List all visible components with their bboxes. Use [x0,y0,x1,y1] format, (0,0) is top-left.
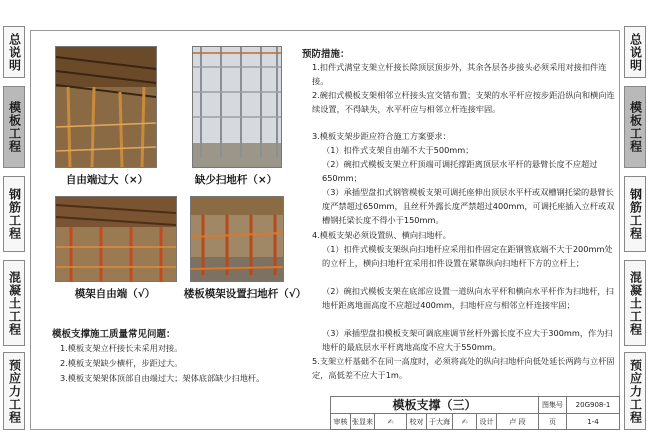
measure-item: （2）碗扣式模板支架立杆顶端可调托撑距离顶层水平杆的悬臂长度不应超过650mm； [322,159,598,184]
measures-title: 预防措施： [302,49,350,60]
side-tab-label: 预应力工程 [7,358,22,424]
photo-free-end-correct [55,196,177,282]
page-number: 1-4 [587,418,599,426]
title-block [330,396,620,430]
side-tab-rebar[interactable] [3,176,25,252]
measure-item: （1）扣件式模板支架纵向扫地杆应采用扣件固定在距钢管底端不大于200mm处的立杆上，横向扫地杆宜采用扣件设置在紧靠纵向扫地杆下方的立杆上； [322,244,613,269]
measure-item: 1.扣件式满堂支架立杆接长除顶层顶步外，其余各层各步接头必须采用对接扣件连接。 [312,62,607,87]
side-tab-label: 钢筋工程 [7,188,22,240]
photo-caption: 缺少扫地杆（×） [194,174,278,186]
photo-caption: 模架自由端（√） [74,288,156,300]
photo-missing-sweeping-rod [192,46,282,168]
scaffold-photo-image [56,197,176,281]
measure-item: （3）承插型盘扣模板支架可调底座调节丝杆外露长度不应大于300mm，作为扫地杆的最底层水平杆离地高度不应大于550mm。 [322,328,613,353]
drawing-title: 模板支撑（三） [331,397,539,414]
quality-title: 模板支撑施工质量常见问题： [52,329,176,340]
side-tab-label: 混凝土工程 [7,270,22,336]
scaffold-photo-image [56,47,156,167]
side-tab-label: 模板工程 [7,101,22,153]
measure-item: 2.碗扣式模板支架相邻立杆接头宜交错布置；支架的水平杆应按步距沿纵向和横向连续设置，不得缺失，水平杆应与相邻立杆连接牢固。 [312,90,615,115]
side-tab-general[interactable] [624,26,646,78]
check-label: 校对 [407,414,427,430]
measure-item: 3.模板支架步距应符合施工方案要求： [312,131,451,141]
scaffold-photo-image [191,197,283,281]
reviewer-signature: ✍ [375,414,407,430]
quality-item: 2.模板支架缺少横杆，步距过大。 [60,358,183,368]
photo-sweeping-rod-set [190,196,284,282]
side-tab-formwork[interactable] [624,86,646,168]
side-tab-label: 总说明 [628,32,643,72]
reviewer-name: 张显来 [351,414,375,430]
scaffold-photo-image [193,47,281,167]
measure-item: （3）承插型盘扣式钢管模板支架可调托座伸出顶层水平杆或双槽钢托梁的悬臂长度严禁超过650mm，且丝杆外露长度严禁超过400mm，可调托座插入立杆或双槽钢托梁长度不得小于150mm。 [322,187,615,226]
atlas-label: 图集号 [539,397,567,414]
side-tab-prestress[interactable] [624,352,646,430]
measure-item: （2）碗扣式模板支架在底部应设置一道纵向水平杆和横向水平杆作为扫地杆，扫地杆距离地面高度不应超过400mm，扫地杆应与相邻立杆连接牢固； [322,286,614,311]
measure-item: （1）扣件式支架自由端不大于500mm； [322,145,474,155]
side-tab-rebar[interactable] [624,176,646,252]
side-tab-general[interactable] [3,26,25,78]
side-tab-label: 预应力工程 [628,358,643,424]
quality-item: 1.模板支架立杆接长未采用对接。 [60,343,183,353]
design-label: 设计 [477,414,497,430]
page-label: 页 [539,414,567,430]
measure-item: 4.模板支架必须设置纵、横向扫地杆。 [312,230,451,240]
photo-caption: 自由端过大（×） [65,174,149,186]
side-tab-prestress[interactable] [3,352,25,430]
side-tab-formwork[interactable] [3,86,25,168]
designer-name: 卢 段 [497,414,539,430]
side-tab-label: 模板工程 [628,101,643,153]
side-tab-label: 混凝土工程 [628,270,643,336]
review-label: 审核 [331,414,351,430]
side-tab-label: 总说明 [7,32,22,72]
photo-caption: 楼板模架设置扫地杆（√） [183,288,307,300]
measure-item: 5.支架立杆基础不在同一高度时，必须将高处的纵向扫地杆向低处延长两跨与立杆固定，高低差不应大于1m。 [312,356,615,381]
side-tab-concrete[interactable] [624,260,646,346]
photo-free-end-too-large [55,46,157,168]
checker-name: 于大海 [427,414,453,430]
atlas-number: 20G908-1 [567,397,619,414]
side-tab-label: 钢筋工程 [628,188,643,240]
checker-signature: ✍ [453,414,477,430]
side-tab-concrete[interactable] [3,260,25,346]
quality-item: 3.模板支架架体顶部自由端过大；架体底部缺少扫地杆。 [60,373,265,383]
